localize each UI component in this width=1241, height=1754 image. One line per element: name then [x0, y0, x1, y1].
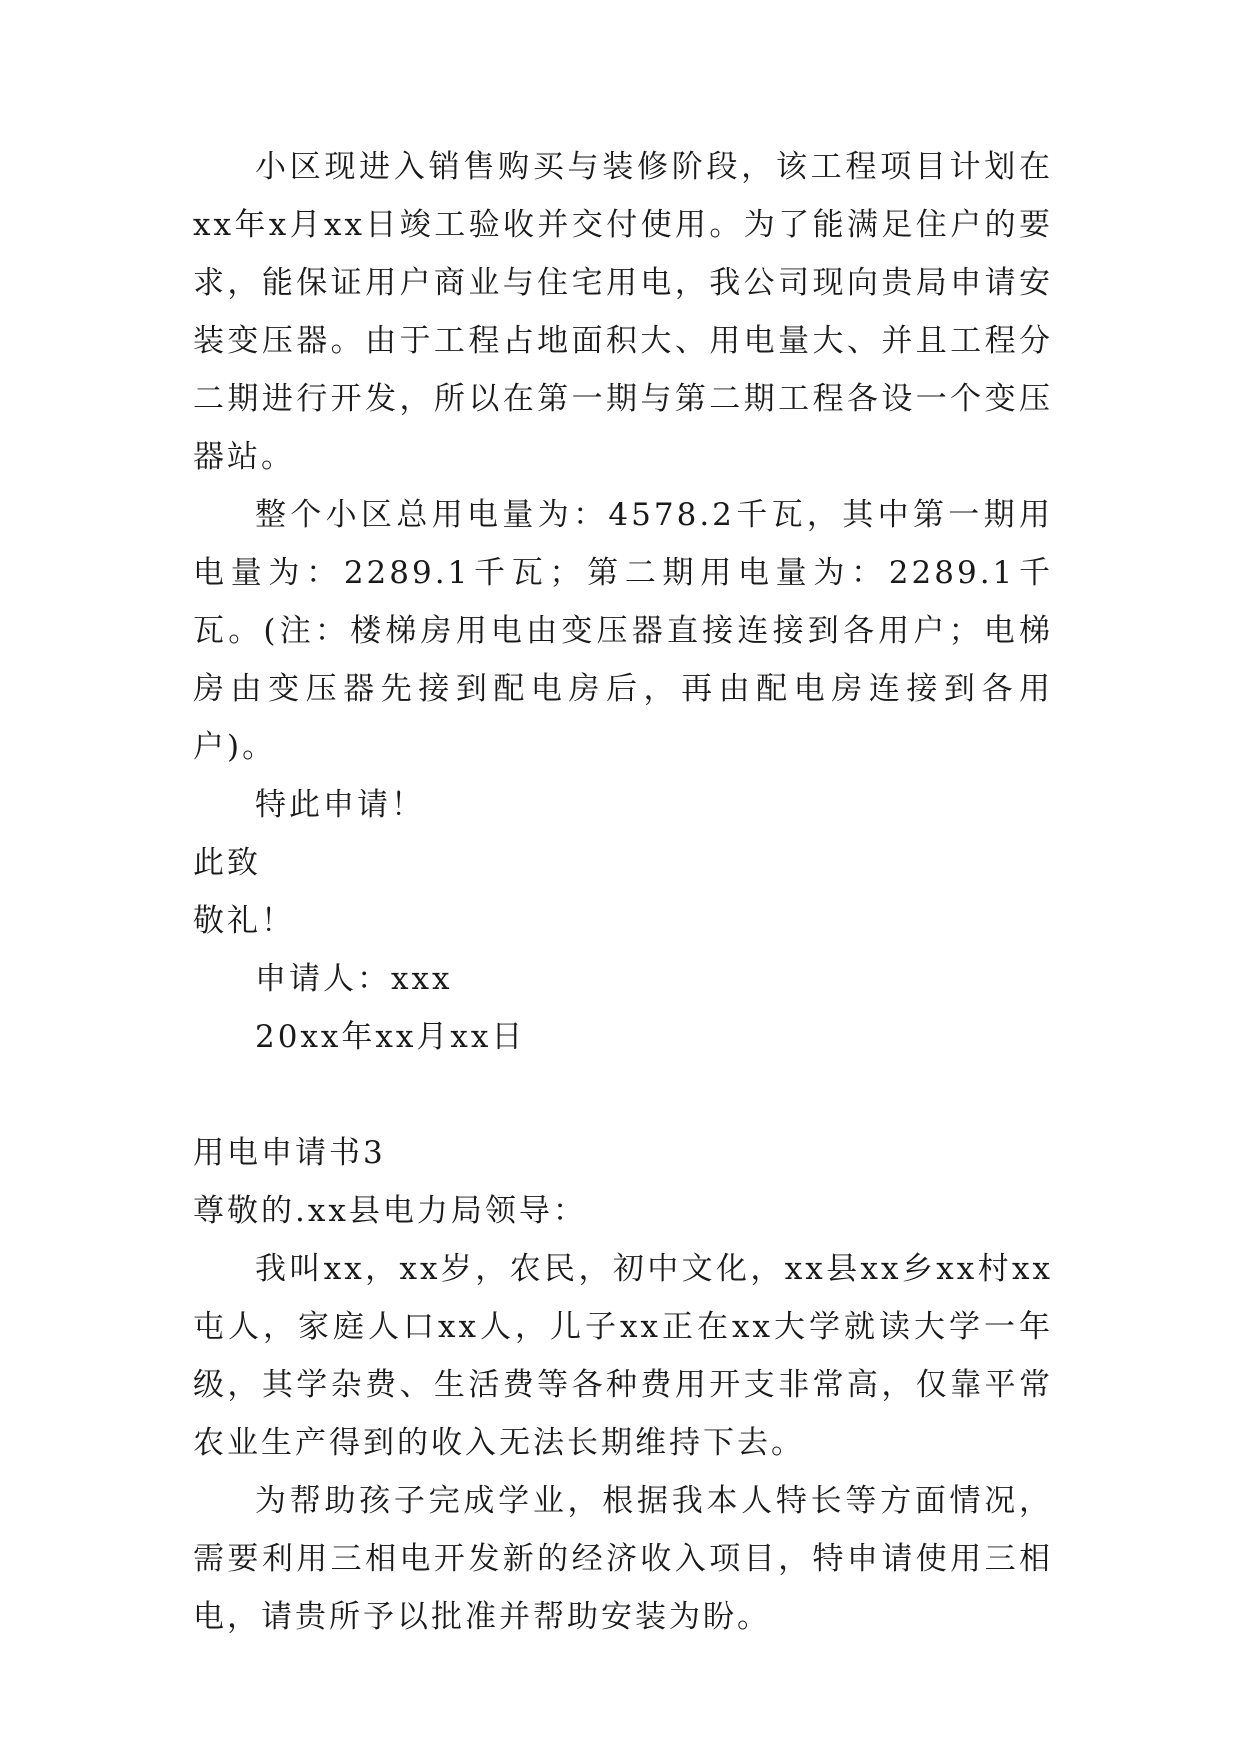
section-spacer — [193, 1066, 1053, 1124]
closing-request: 特此申请！ — [255, 787, 425, 823]
body-paragraph-request: 为帮助孩子完成学业，根据我本人特长等方面情况，需要利用三相电开发新的经济收入项目，特申请使用三相电，请贵所予以批准并帮助安装为盼。 — [193, 1483, 1053, 1635]
addressee-line: 尊敬的.xx县电力局领导： — [193, 1193, 587, 1229]
body-paragraph-completion-plan: 小区现进入销售购买与装修阶段，该工程项目计划在xx年x月xx日竣工验收并交付使用。为了能满足住户的要求，能保证用户商业与住宅用电，我公司现向贵局申请安装变压器。由于工程占地面积大、用电量大、并且工程分二期进行开发，所以在第一期与第二期工程各设一个变压器站。 — [193, 149, 1053, 475]
applicant-signature: 申请人：xxx — [255, 961, 453, 997]
letter-continuation — [193, 138, 1053, 1646]
section-title: 用电申请书3 — [193, 1135, 386, 1171]
salutation-line-1: 此致 — [193, 845, 261, 881]
body-paragraph-family-situation: 我叫xx，xx岁，农民，初中文化，xx县xx乡xx村xx屯人，家庭人口xx人，儿子xx正在xx大学就读大学一年级，其学杂费、生活费等各种费用开支非常高，仅靠平常农业生产得到的收入无法长期维持下去。 — [193, 1251, 1053, 1461]
body-paragraph-power-usage: 整个小区总用电量为：4578.2千瓦，其中第一期用电量为：2289.1千瓦；第二期用电量为：2289.1千瓦。(注：楼梯房用电由变压器直接连接到各用户；电梯房由变压器先接到配电房后，再由配电房连接到各用户)。 — [193, 497, 1053, 765]
letter-date: 20xx年xx月xx日 — [255, 1019, 526, 1055]
salutation-line-2: 敬礼！ — [193, 903, 295, 939]
